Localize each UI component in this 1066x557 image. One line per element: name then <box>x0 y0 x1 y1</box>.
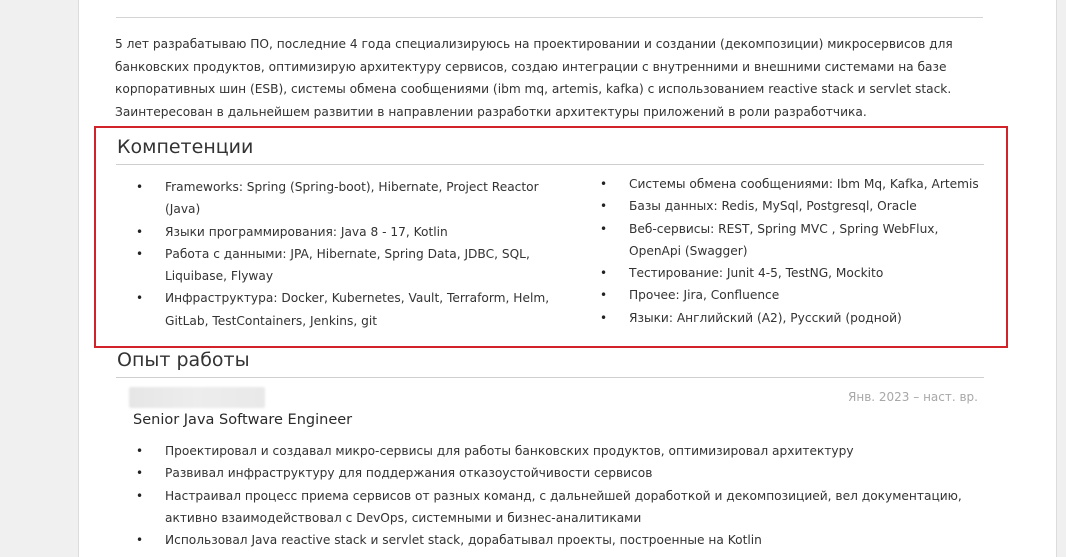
list-item: • Frameworks: Spring (Spring-boot), Hibernate, Project Reactor (Java) <box>115 176 551 221</box>
bullet-icon: • <box>136 224 144 239</box>
bullet-icon: • <box>600 266 608 281</box>
resume-page <box>78 0 1057 557</box>
bullet-icon: • <box>600 288 608 303</box>
list-item: • Тестирование: Junit 4-5, TestNG, Mockito <box>579 262 979 284</box>
list-item: • Языки: Английский (A2), Русский (родной) <box>579 307 979 329</box>
experience-divider <box>116 377 984 378</box>
bullet-icon: • <box>136 291 144 306</box>
experience-title: Опыт работы <box>117 349 250 371</box>
list-item: • Языки программирования: Java 8 - 17, Kotlin <box>115 221 551 243</box>
bullet-icon: • <box>600 199 608 214</box>
bullet-icon: • <box>136 246 144 261</box>
list-item: • Использовал Java reactive stack и servlet stack, дорабатывал проекты, построенные на Kotlin <box>112 529 992 551</box>
top-divider <box>116 17 983 18</box>
company-name-redacted <box>129 387 265 408</box>
list-item: • Настраивал процесс приема сервисов от разных команд, с дальнейшей доработкой и декомпозицией, вел документацию, активно взаимодействовал с DevOps, системными и бизнес-аналитиками <box>112 485 992 530</box>
bullet-icon: • <box>600 221 608 236</box>
competencies-list-left <box>115 176 551 332</box>
bullet-icon: • <box>136 533 144 548</box>
list-item: • Развивал инфраструктуру для поддержания отказоустойчивости сервисов <box>112 462 992 484</box>
summary-paragraph: 5 лет разрабатываю ПО, последние 4 года специализируюсь на проектировании и создании (декомпозиции) микросервисов для банковских продуктов, оптимизирую архитектуру сервисов, создаю интеграции с внутренними и внешними системами на базе корпоративных шин (ESB), системы обмена сообщениями (ibm mq, artemis, kafka) с использованием reactive stack и servlet stack. Заинтересован в дальнейшем развитии в направлении разработки архитектуры приложений в роли разработчика. <box>115 37 953 119</box>
list-item: • Базы данных: Redis, MySql, Postgresql, Oracle <box>579 195 979 217</box>
bullet-icon: • <box>136 488 144 503</box>
list-item: • Инфраструктура: Docker, Kubernetes, Vault, Terraform, Helm, GitLab, TestContainers, Jenkins, git <box>115 287 551 332</box>
bullet-icon: • <box>600 310 608 325</box>
competencies-title: Компетенции <box>117 136 254 158</box>
job-duties-list <box>112 440 992 551</box>
list-item: • Веб-сервисы: REST, Spring MVC , Spring WebFlux, OpenApi (Swagger) <box>579 218 979 263</box>
job-title: Senior Java Software Engineer <box>133 412 353 428</box>
bullet-icon: • <box>136 180 144 194</box>
competencies-divider <box>116 164 984 165</box>
list-item: • Системы обмена сообщениями: Ibm Mq, Kafka, Artemis <box>579 173 979 195</box>
bullet-icon: • <box>600 177 608 191</box>
bullet-icon: • <box>136 444 144 458</box>
list-item: • Работа с данными: JPA, Hibernate, Spring Data, JDBC, SQL, Liquibase, Flyway <box>115 243 551 288</box>
job-dates: Янв. 2023 – наст. вр. <box>848 390 978 404</box>
list-item: • Проектировал и создавал микро-сервисы для работы банковских продуктов, оптимизировал архитектуру <box>112 440 992 462</box>
list-item: • Прочее: Jira, Confluence <box>579 284 979 306</box>
bullet-icon: • <box>136 466 144 481</box>
competencies-list-right <box>579 173 979 329</box>
